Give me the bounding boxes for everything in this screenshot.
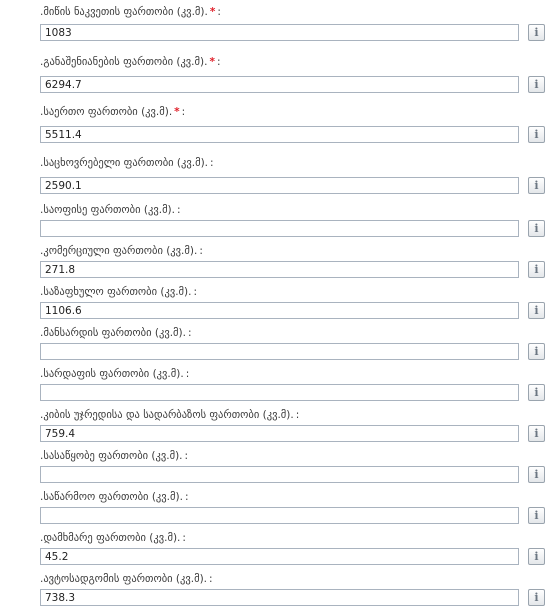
field-label-text: .დამხმარე ფართობი (კვ.მ). [40, 532, 181, 544]
area-input[interactable] [40, 126, 519, 143]
required-marker: * [209, 6, 216, 18]
field-label [40, 157, 214, 169]
field-label [40, 491, 188, 503]
info-icon[interactable]: i [528, 384, 545, 401]
field-label-text: .საზაფხულო ფართობი (კვ.მ). [40, 286, 192, 298]
field-label-text: .საერთო ფართობი (კვ.მ). [40, 106, 173, 118]
label-colon: : [182, 532, 186, 544]
field-label-text: .განაშენიანების ფართობი (კვ.მ). [40, 56, 208, 68]
area-input[interactable] [40, 466, 519, 483]
info-icon[interactable]: i [528, 220, 545, 237]
field-label [40, 286, 197, 298]
field-label [40, 532, 186, 544]
info-icon[interactable]: i [528, 589, 545, 606]
info-icon[interactable]: i [528, 425, 545, 442]
field-label-text: .სასაწყობე ფართობი (კვ.მ). [40, 450, 183, 462]
info-icon[interactable]: i [528, 507, 545, 524]
info-icon[interactable]: i [528, 177, 545, 194]
field-label-text: .საცხოვრებელი ფართობი (კვ.მ). [40, 157, 208, 169]
label-colon: : [210, 157, 214, 169]
info-icon[interactable]: i [528, 302, 545, 319]
area-input[interactable] [40, 261, 519, 278]
field-label [40, 368, 189, 380]
area-input[interactable] [40, 384, 519, 401]
area-input[interactable] [40, 343, 519, 360]
field-label-text: .სარდაფის ფართობი (კვ.მ). [40, 368, 184, 380]
field-label [40, 409, 299, 421]
label-colon: : [193, 286, 198, 298]
field-label [40, 450, 188, 462]
area-input[interactable] [40, 220, 519, 237]
field-label [40, 56, 220, 68]
label-colon: : [187, 327, 192, 339]
info-icon[interactable]: i [528, 261, 545, 278]
label-colon: : [209, 573, 213, 585]
label-colon: : [176, 204, 181, 216]
label-colon: : [216, 56, 221, 68]
area-input[interactable] [40, 76, 519, 93]
field-label [40, 106, 185, 118]
required-marker: * [209, 56, 215, 68]
info-icon[interactable]: i [528, 126, 545, 143]
label-colon: : [181, 106, 186, 118]
field-label-text: .კიბის უჯრედისა და სადარბაზოს ფართობი (კვ.მ). [40, 409, 294, 421]
field-label-text: .ავტოსადგომის ფართობი (კვ.მ). [40, 573, 208, 585]
area-input[interactable] [40, 24, 519, 41]
info-icon[interactable]: i [528, 76, 545, 93]
required-marker: * [174, 106, 180, 118]
field-label-text: .მიწის ნაკვეთის ფართობი (კვ.მ). [40, 6, 208, 18]
info-icon[interactable]: i [528, 24, 545, 41]
info-icon[interactable]: i [528, 548, 545, 565]
field-label-text: .საწარმოო ფართობი (კვ.მ). [40, 491, 183, 503]
label-colon: : [184, 491, 189, 503]
info-icon[interactable]: i [528, 343, 545, 360]
label-colon: : [185, 368, 190, 380]
area-input[interactable] [40, 507, 519, 524]
field-label [40, 204, 181, 216]
area-input[interactable] [40, 302, 519, 319]
label-colon: : [295, 409, 300, 421]
field-label [40, 6, 221, 18]
field-label-text: .საოფისე ფართობი (კვ.მ). [40, 204, 175, 216]
info-icon[interactable]: i [528, 466, 545, 483]
field-label-text: .მანსარდის ფართობი (კვ.მ). [40, 327, 186, 339]
area-input[interactable] [40, 589, 519, 606]
area-input[interactable] [40, 425, 519, 442]
label-colon: : [217, 6, 221, 18]
field-label-text: .კომერციული ფართობი (კვ.მ). [40, 245, 198, 257]
label-colon: : [184, 450, 189, 462]
field-label [40, 327, 192, 339]
area-input[interactable] [40, 548, 519, 565]
area-input[interactable] [40, 177, 519, 194]
field-label [40, 573, 213, 585]
field-label [40, 245, 203, 257]
label-colon: : [199, 245, 203, 257]
